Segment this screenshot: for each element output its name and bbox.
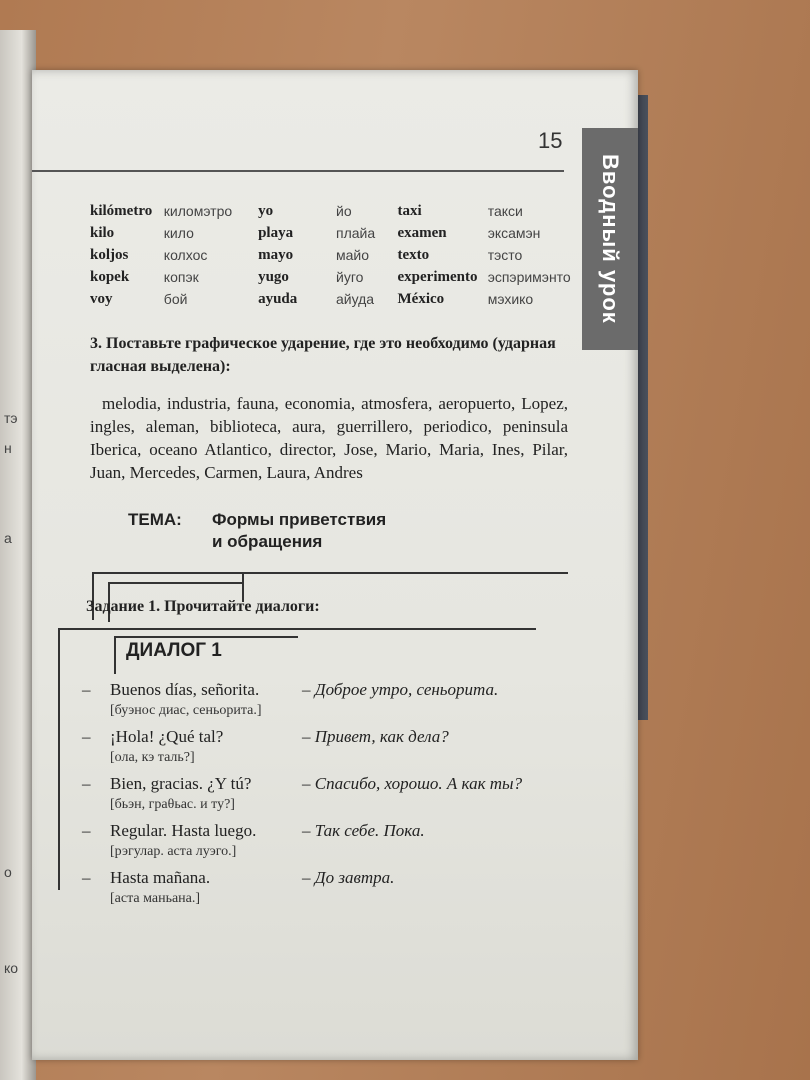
dialog-spanish: Regular. Hasta luego.: [110, 821, 257, 840]
vocab-spanish-word: yo: [258, 202, 274, 219]
dialog-transcription: [буэнос диас, сеньорита.]: [110, 703, 262, 718]
vocab-spanish-word: yugo: [258, 268, 289, 285]
left-page-fragment: тэ: [4, 410, 18, 426]
task3-heading: 3. Поставьте графическое ударение, где это необходимо (ударная гласная выделена):: [90, 335, 556, 375]
dialog-transcription: [ола, кэ таль?]: [110, 750, 195, 765]
vocab-transcription: айуда: [336, 291, 375, 307]
side-tab-label: Вводный урок: [598, 154, 623, 324]
vocab-transcription: тэсто: [487, 247, 523, 263]
dialog-translation: – Доброе утро, сеньорита.: [302, 680, 499, 699]
dialog-spanish: Hasta mañana.: [110, 868, 211, 887]
vocab-row: [90, 244, 580, 266]
dialog-transcription: [бьэн, граθьас. и ту?]: [110, 797, 235, 812]
dialog-line: [82, 774, 552, 821]
vocab-spanish-word: kilómetro: [90, 202, 153, 219]
vocab-spanish-word: experimento: [397, 268, 478, 285]
vocab-spanish-word: kopek: [90, 268, 130, 285]
vocab-transcription: эксамэн: [487, 225, 541, 241]
task3-word-list: melodia, industria, fauna, economia, atmosfera, aeropuerto, Lopez, ingles, aleman, biblioteca, aura, guerrillero, periodico, peninsula Iberica, oceano Atlantico, director, Jose, Mario, Maria, Ines, Pilar, Juan, Mercedes, Carmen, Laura, Andres: [90, 394, 568, 482]
vocab-row: [90, 200, 580, 222]
dialog-transcription: [аста маньана.]: [110, 891, 201, 906]
vocab-spanish-word: taxi: [397, 202, 422, 219]
dialog-line: [82, 868, 552, 915]
dialog-dash: –: [82, 680, 91, 699]
vocab-transcription: кило: [163, 225, 194, 241]
theme-title-line: и обращения: [212, 532, 323, 551]
vocab-spanish-word: México: [397, 290, 445, 307]
dialog-translation: – До завтра.: [302, 868, 395, 887]
vocab-transcription: килoмэтро: [163, 203, 233, 219]
vocab-transcription: эспэримэнто: [487, 269, 571, 285]
vocab-spanish-word: ayuda: [258, 290, 298, 307]
dialog-dash: –: [82, 821, 91, 840]
vocab-transcription: йуго: [336, 269, 364, 285]
dialog-dash: –: [82, 774, 91, 793]
dialog-dash: –: [82, 868, 91, 887]
vocab-transcription: майо: [336, 247, 370, 263]
vocab-row: [90, 266, 580, 288]
theme-label: ТЕМА:: [128, 510, 182, 529]
vocab-spanish-word: koljos: [90, 246, 129, 263]
vocab-transcription: бой: [163, 291, 188, 307]
dialog-spanish: Bien, gracias. ¿Y tú?: [110, 774, 252, 793]
dialog-line: [82, 727, 552, 774]
dialog-line: [82, 680, 552, 727]
theme-title-line: Формы приветствия: [212, 510, 387, 529]
vocab-row: [90, 288, 580, 310]
dialog-dash: –: [82, 727, 91, 746]
left-page-edge: [0, 30, 36, 1080]
dialog-line: [82, 821, 552, 868]
vocab-transcription: йо: [336, 203, 352, 219]
section-side-tab: [582, 128, 638, 350]
dialog-title: ДИАЛОГ 1: [126, 640, 222, 661]
vocab-transcription: мэхико: [487, 291, 534, 307]
dialog-translation: – Так себе. Пока.: [302, 821, 425, 840]
dialog-translation: – Спасибо, хорошо. А как ты?: [302, 774, 523, 793]
dialog-transcription: [рэгулар. аста луэго.]: [110, 844, 237, 859]
vocab-row: [90, 222, 580, 244]
vocab-transcription: такси: [487, 203, 523, 219]
dialog-spanish: ¡Hola! ¿Qué tal?: [110, 727, 224, 746]
dialog-translation: – Привет, как дела?: [302, 727, 449, 746]
left-page-fragment: ко: [4, 960, 19, 976]
vocab-spanish-word: voy: [90, 290, 113, 307]
left-page-fragment: а: [4, 530, 12, 546]
vocab-spanish-word: texto: [397, 246, 430, 263]
theme-title: [212, 509, 386, 553]
vocab-transcription: копэк: [163, 269, 199, 285]
left-page-fragment: н: [4, 440, 12, 456]
vocab-spanish-word: mayo: [258, 246, 294, 263]
vocabulary-table: [90, 200, 580, 310]
header-rule: [32, 170, 564, 172]
vocab-spanish-word: examen: [397, 224, 447, 241]
dialog-lines: [82, 680, 552, 915]
left-page-fragment: о: [4, 864, 12, 880]
vocab-spanish-word: kilo: [90, 224, 115, 241]
dialog-spanish: Buenos días, señorita.: [110, 680, 260, 699]
task1-heading: Задание 1. Прочитайте диалоги:: [86, 598, 320, 615]
vocab-transcription: колхос: [163, 247, 208, 263]
vocab-spanish-word: playa: [258, 224, 294, 241]
vocab-transcription: плайа: [336, 225, 376, 241]
page-number: 15: [538, 128, 563, 153]
